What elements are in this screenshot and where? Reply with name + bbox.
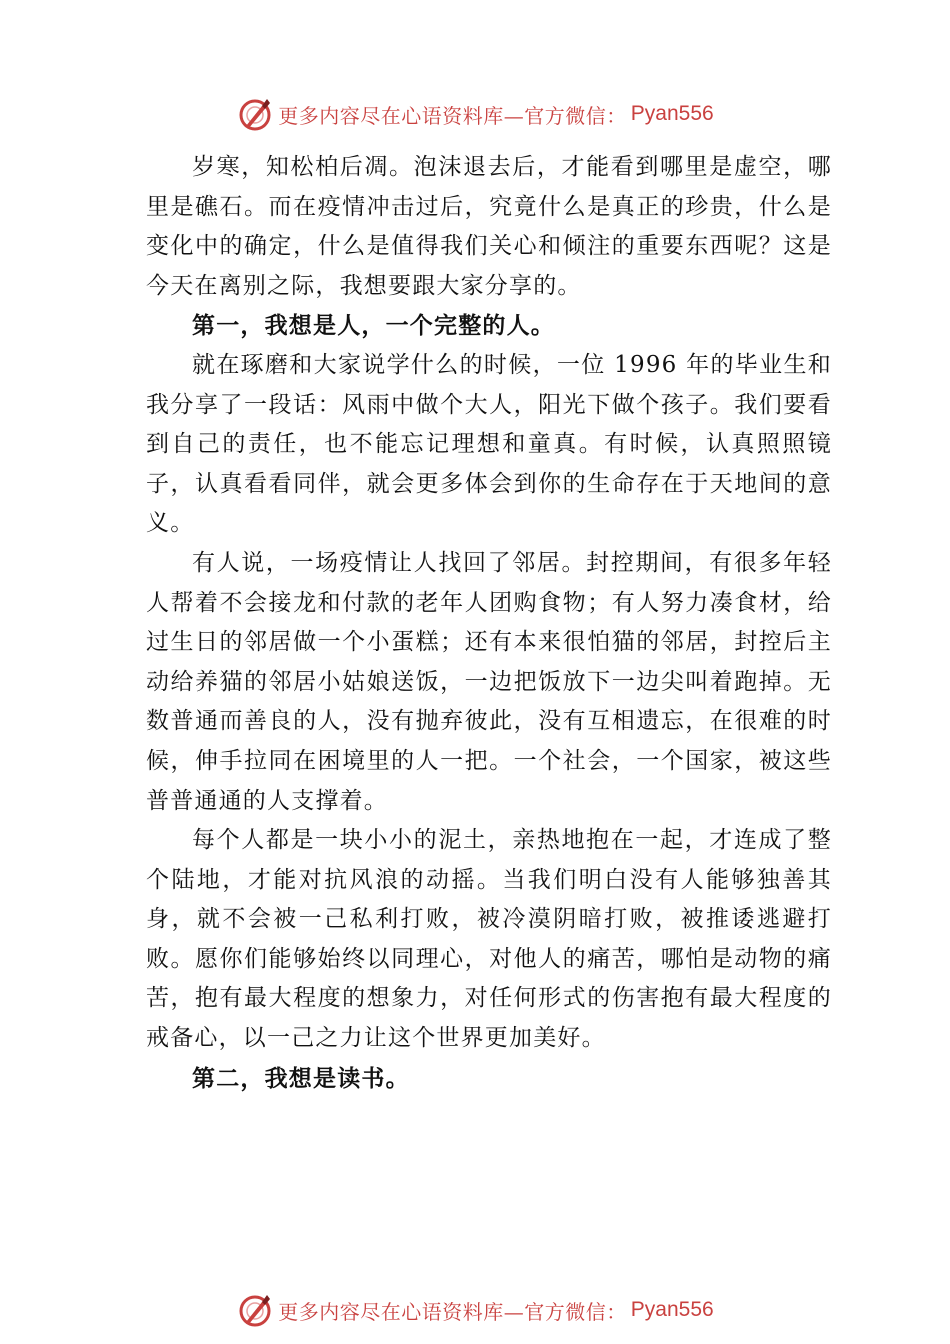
banner-wechat-id: Pyan556 xyxy=(630,102,714,125)
banner-text: 更多内容尽在心语资料库—官方微信： xyxy=(278,1299,627,1324)
paragraph: 有人说，一场疫情让人找回了邻居。封控期间，有很多年轻人帮着不会接龙和付款的老年人团购食物；有人努力凑食材，给过生日的邻居做一个小蛋糕；还有本来很怕猫的邻居，封控后主动给养猫的邻居小姑娘送饭，一边把饭放下一边尖叫着跑掉。无数普通而善良的人，没有抛弃彼此，没有互相遗忘，在很难的时候，伸手拉同在困境里的人一把。一个社会，一个国家，被这些普普通通的人支撑着。 xyxy=(146,549,832,814)
paragraph: 就在琢磨和大家说学什么的时候，一位 1996 年的毕业生和我分享了一段话：风雨中做个大人，阳光下做个孩子。我们要看到自己的责任，也不能忘记理想和童真。有时候，认真照照镜子，认真看看同伴，就会更多体会到你的生命存在于天地间的意义。 xyxy=(146,351,832,537)
paragraph: 岁寒，知松柏后凋。泡沫退去后，才能看到哪里是虚空，哪里是礁石。而在疫情冲击过后，究竟什么是真正的珍贵，什么是变化中的确定，什么是值得我们关心和倾注的重要东西呢？这是今天在离别之际，我想要跟大家分享的。 xyxy=(146,154,832,299)
paragraph: 每个人都是一块小小的泥土，亲热地抱在一起，才连成了整个陆地，才能对抗风浪的动摇。当我们明白没有人能够独善其身，就不会被一己私利打败，被冷漠阴暗打败，被推诿逃避打败。愿你们能够始终以同理心，对他人的痛苦，哪怕是动物的痛苦，抱有最大程度的想象力，对任何形式的伤害抱有最大程度的戒备心，以一己之力让这个世界更加美好。 xyxy=(146,827,832,1052)
quill-circle-icon xyxy=(236,1291,274,1329)
banner-text: 更多内容尽在心语资料库—官方微信： xyxy=(278,103,627,128)
footer-banner xyxy=(0,1290,950,1330)
banner-wechat-id: Pyan556 xyxy=(630,1298,714,1321)
section-heading: 第二，我想是读书。 xyxy=(192,1064,410,1092)
quill-circle-icon xyxy=(236,95,274,133)
document-body xyxy=(146,148,832,1098)
header-banner xyxy=(0,94,950,134)
section-heading: 第一，我想是人，一个完整的人。 xyxy=(192,312,555,340)
